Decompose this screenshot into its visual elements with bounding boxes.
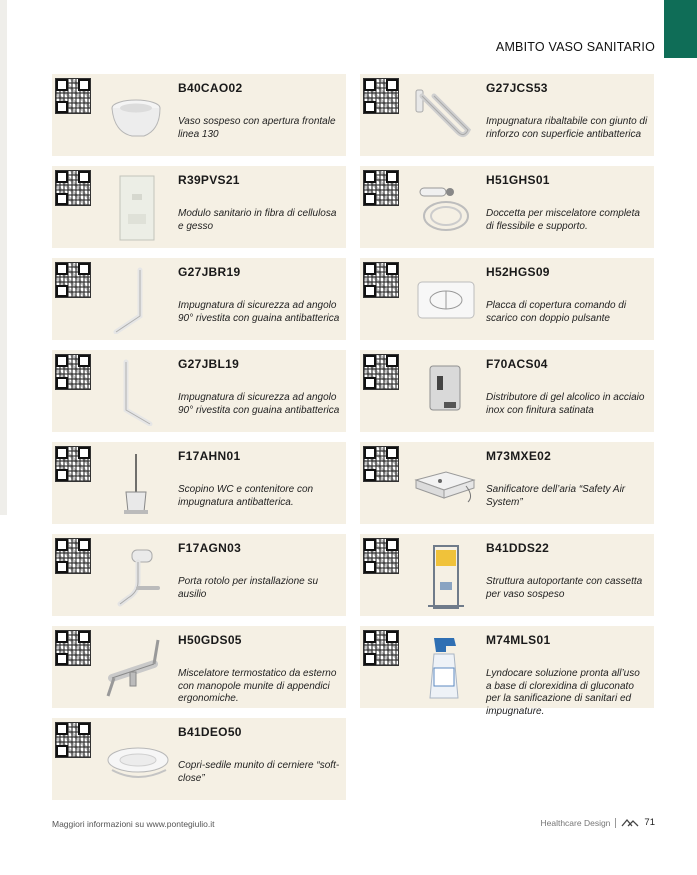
qr-code-icon[interactable] (363, 354, 399, 390)
product-code: G27JCS53 (486, 81, 548, 95)
qr-code-icon[interactable] (55, 722, 91, 758)
footer-divider (615, 818, 616, 828)
product-description: Impugnatura ribaltabile con giunto di rinforzo con superficie antibatterica (486, 116, 648, 140)
product-card (52, 626, 346, 708)
spray-bottle-icon (410, 634, 480, 702)
product-description: Distributore di gel alcolico in acciaio inox con finitura satinata (486, 392, 645, 416)
product-description: Scopino WC e contenitore con impugnatura antibatterica. (178, 484, 314, 508)
product-description: Miscelatore termostatico da esterno con manopole munite di appendici ergonomiche. (178, 668, 337, 704)
foldable-grab-bar-icon (410, 82, 480, 150)
product-card (52, 350, 346, 432)
angle-grab-bar-left-icon (102, 358, 172, 426)
cistern-frame-icon (410, 542, 480, 610)
sanitary-module-icon (102, 174, 172, 242)
qr-code-icon[interactable] (55, 262, 91, 298)
angle-grab-bar-right-icon (102, 266, 172, 334)
gel-dispenser-icon (410, 358, 480, 426)
product-code: F70ACS04 (486, 357, 548, 371)
product-code: G27JBL19 (178, 357, 240, 371)
product-code: H52HGS09 (486, 265, 550, 279)
product-card (360, 350, 654, 432)
qr-code-icon[interactable] (363, 170, 399, 206)
roll-holder-icon (102, 542, 172, 610)
qr-code-icon[interactable] (363, 78, 399, 114)
toilet-icon (102, 82, 172, 150)
toilet-brush-icon (102, 450, 172, 518)
toilet-seat-icon (102, 726, 172, 794)
product-card (52, 74, 346, 156)
product-description: Impugnatura di sicurezza ad angolo 90° rivestita con guaina antibatterica (178, 300, 340, 324)
qr-code-icon[interactable] (55, 446, 91, 482)
product-code: F17AGN03 (178, 541, 242, 555)
product-description: Impugnatura di sicurezza ad angolo 90° rivestita con guaina antibatterica (178, 392, 340, 416)
product-card (360, 74, 654, 156)
product-card (360, 166, 654, 248)
product-code: H51GHS01 (486, 173, 550, 187)
product-code: B41DDS22 (486, 541, 550, 555)
product-description: Porta rotolo per installazione su ausilio (178, 576, 319, 600)
qr-code-icon[interactable] (55, 354, 91, 390)
product-description: Modulo sanitario in fibra di cellulosa e gesso (178, 208, 337, 232)
thermostatic-mixer-icon (102, 634, 172, 702)
product-code: H50GDS05 (178, 633, 242, 647)
footer-brand-text: Healthcare Design (540, 817, 611, 828)
qr-code-icon[interactable] (363, 538, 399, 574)
product-code: R39PVS21 (178, 173, 240, 187)
product-code: B41DEO50 (178, 725, 242, 739)
product-description: Lyndocare soluzione pronta all’uso a base di clorexidina di gluconato per la sanificazione di sanitari ed impugnature. (486, 668, 640, 717)
product-description: Sanificatore dell’aria “Safety Air System” (486, 484, 626, 508)
product-card (360, 258, 654, 340)
air-sanitizer-icon (410, 450, 480, 518)
product-card (360, 442, 654, 524)
product-code: B40CAO02 (178, 81, 243, 95)
qr-code-icon[interactable] (55, 630, 91, 666)
product-description: Struttura autoportante con cassetta per vaso sospeso (486, 576, 643, 600)
left-edge-accent (0, 0, 7, 515)
qr-code-icon[interactable] (363, 630, 399, 666)
product-code: M74MLS01 (486, 633, 551, 647)
product-code: G27JBR19 (178, 265, 241, 279)
page-number: 71 (644, 817, 655, 828)
product-card (52, 258, 346, 340)
brand-logo-icon (621, 818, 639, 828)
product-card (52, 442, 346, 524)
product-description: Placca di copertura comando di scarico con doppio pulsante (486, 300, 627, 324)
qr-code-icon[interactable] (363, 262, 399, 298)
flush-plate-icon (410, 266, 480, 334)
footer-brand (540, 817, 655, 828)
product-description: Vaso sospeso con apertura frontale linea 130 (178, 116, 336, 140)
qr-code-icon[interactable] (55, 538, 91, 574)
qr-code-icon[interactable] (55, 78, 91, 114)
section-title: AMBITO VASO SANITARIO (495, 40, 655, 54)
corner-accent-tab (664, 0, 697, 58)
footer-info-text: Maggiori informazioni su www.pontegiulio.it (52, 819, 215, 829)
product-card (360, 534, 654, 616)
product-card (52, 718, 346, 800)
hand-shower-icon (410, 174, 480, 242)
product-card (360, 626, 654, 717)
product-description: Copri-sedile munito di cerniere “soft-close” (178, 760, 340, 784)
product-description: Doccetta per miscelatore completa di flessibile e supporto. (486, 208, 640, 232)
qr-code-icon[interactable] (55, 170, 91, 206)
product-code: M73MXE02 (486, 449, 552, 463)
product-code: F17AHN01 (178, 449, 241, 463)
product-card (52, 534, 346, 616)
qr-code-icon[interactable] (363, 446, 399, 482)
product-card (52, 166, 346, 248)
